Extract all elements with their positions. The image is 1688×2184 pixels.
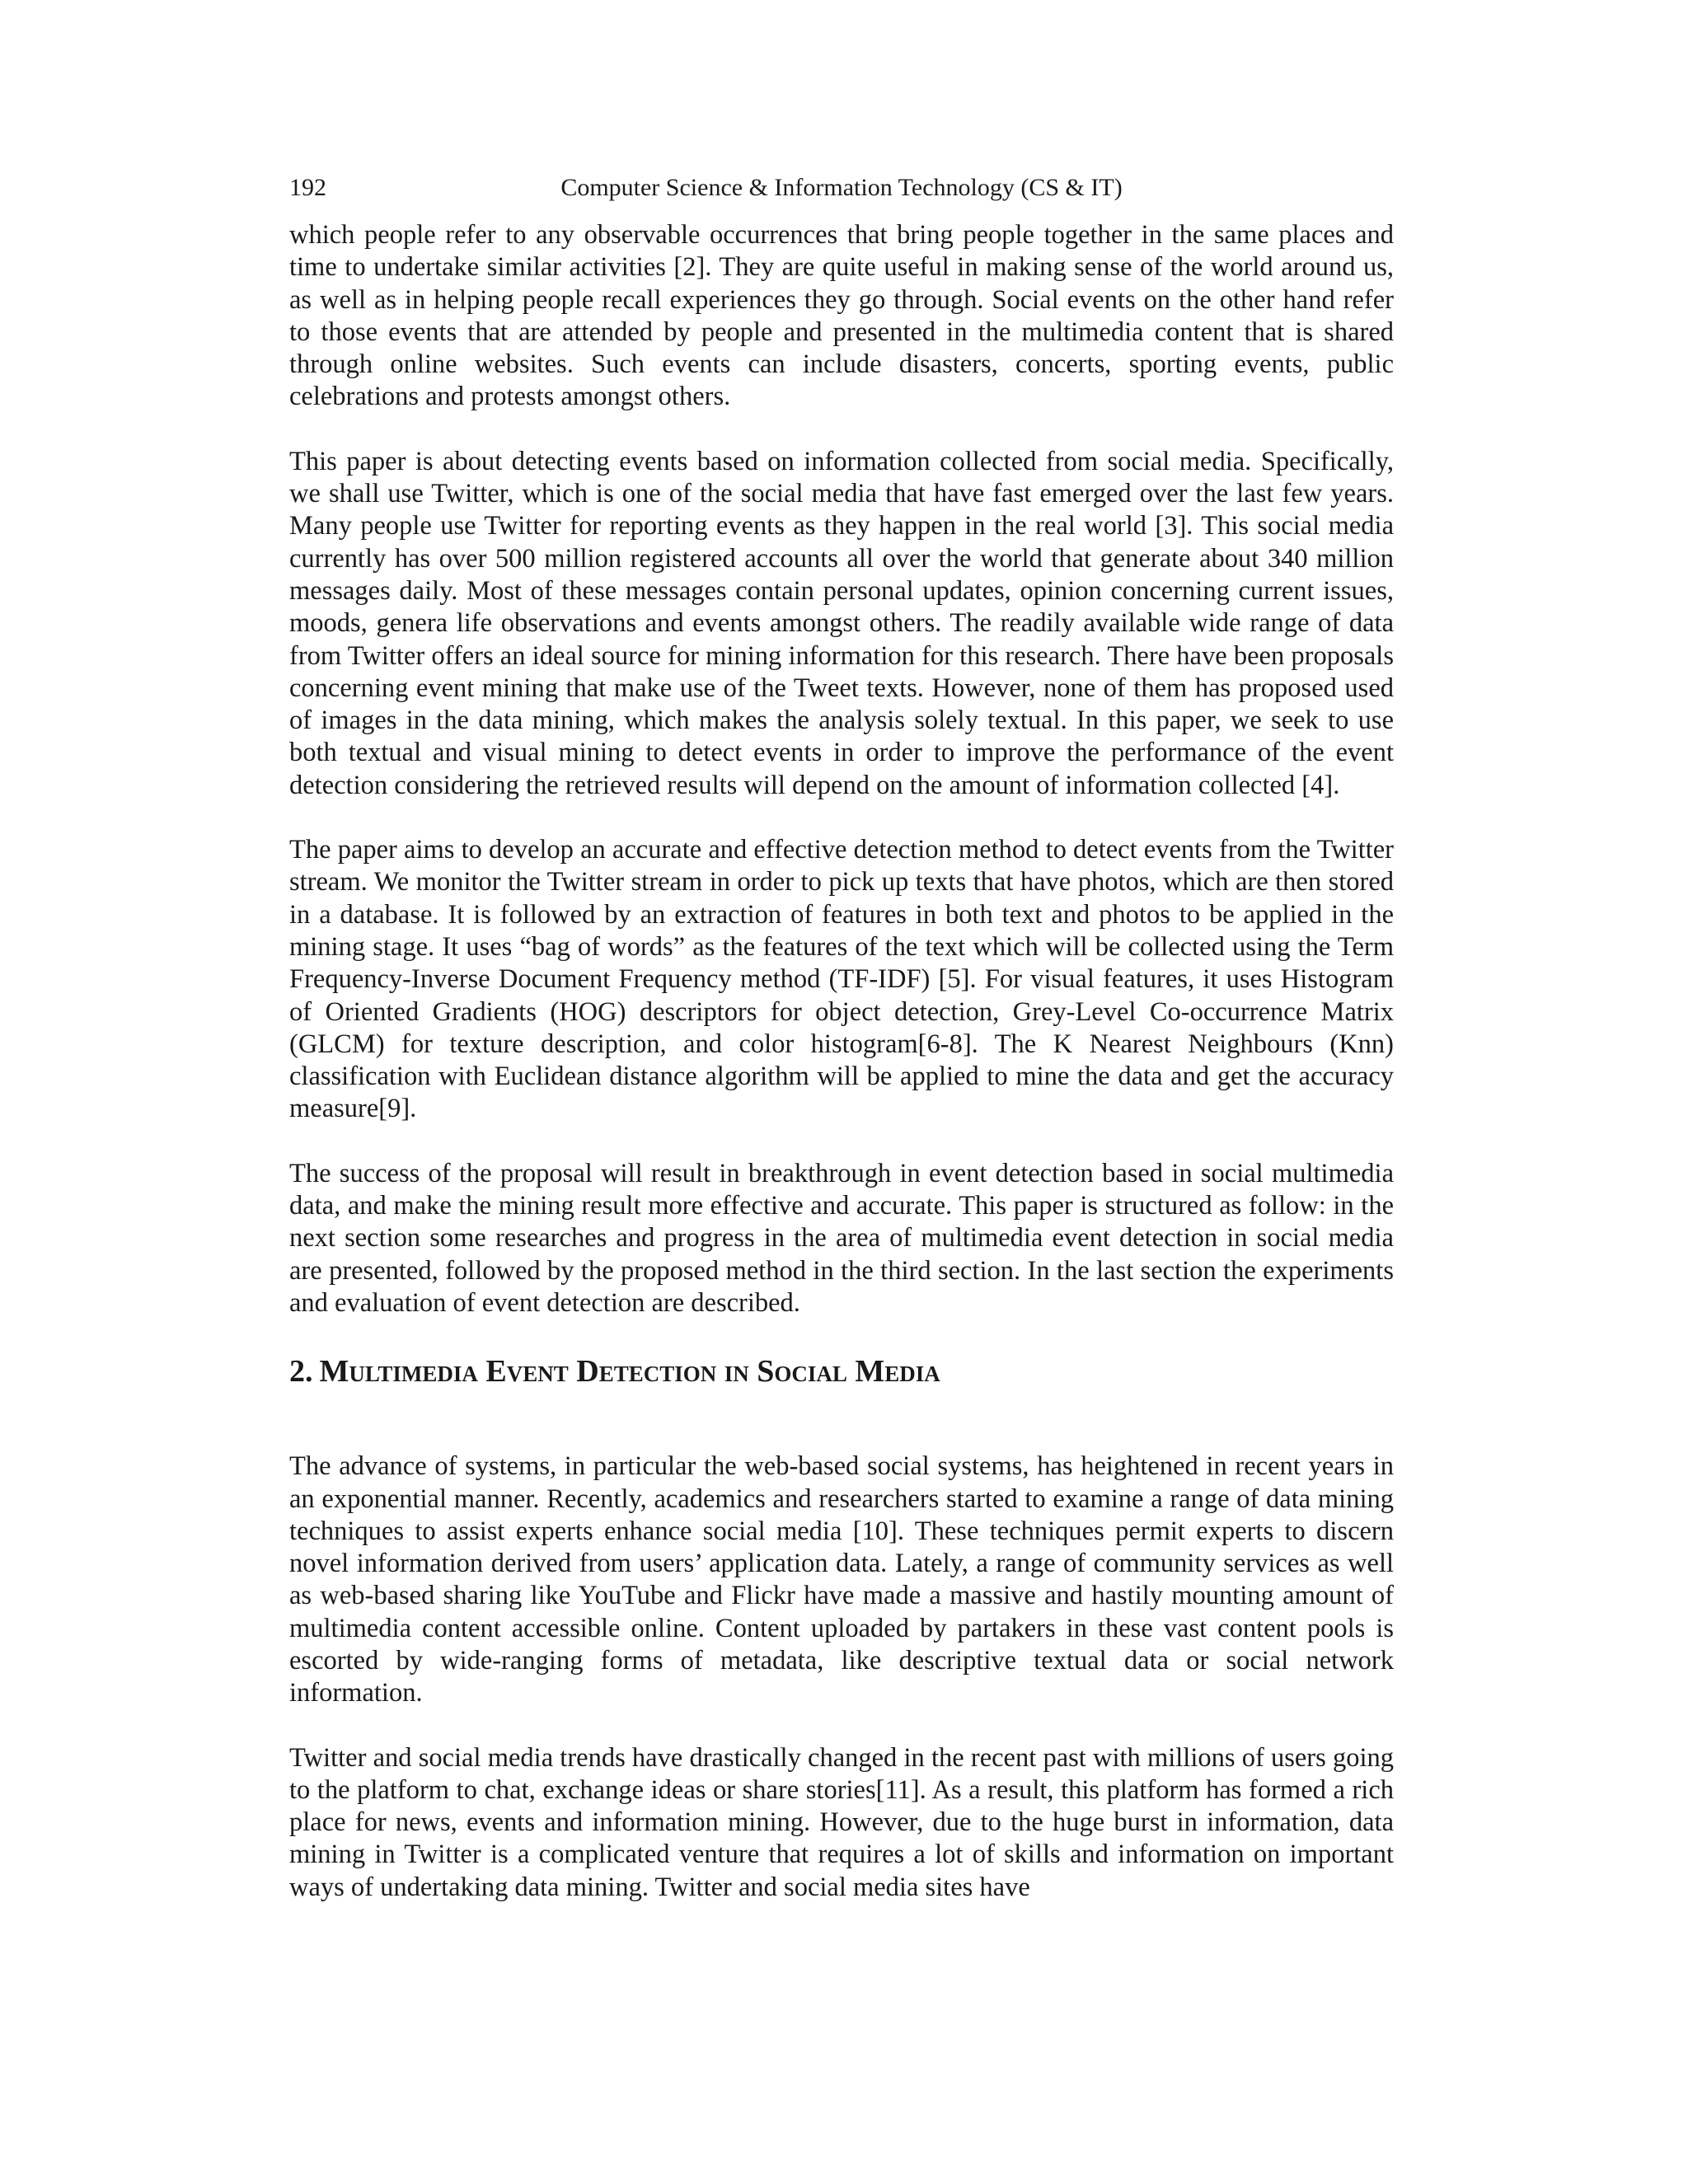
paragraph-paper-about: This paper is about detecting events based on information collected from social media. Specifically, we shall use Twitter, which is one of the social media that have fast emerged over the last few years. Many people use Twitter for reporting events as they happen in the real world [3]. This social media currently has over 500 million registered accounts all over the world that generate about 340 million messages daily. Most of these messages contain personal updates, opinion concerning current issues, moods, genera life observations and events amongst others. The readily available wide range of data from Twitter offers an ideal source for mining information for this research. There have been proposals concerning event mining that make use of the Tweet texts. However, none of them has proposed used of images in the data mining, which makes the analysis solely textual. In this paper, we seek to use both textual and visual mining to detect events in order to improve the performance of the event detection considering the retrieved results will depend on the amount of information collected [4].	[289, 446, 1394, 800]
paragraph-success: The success of the proposal will result in breakthrough in event detection based in social multimedia data, and make the mining result more effective and accurate. This paper is structured as follow: in the next section some researches and progress in the area of multimedia event detection in social media are presented, followed by the proposed method in the third section. In the last section the experiments and evaluation of event detection are described.	[289, 1158, 1394, 1318]
section-2-heading	[289, 1352, 1394, 1391]
paragraph-paper-aims: The paper aims to develop an accurate and effective detection method to detect events from the Twitter stream. We monitor the Twitter stream in order to pick up texts that have photos, which are then stored in a database. It is followed by an extraction of features in both text and photos to be applied in the mining stage. It uses “bag of words” as the features of the text which will be collected using the Term Frequency-Inverse Document Frequency method (TF-IDF) [5]. For visual features, it uses Histogram of Oriented Gradients (HOG) descriptors for object detection, Grey-Level Co-occurrence Matrix (GLCM) for texture description, and color histogram[6-8]. The K Nearest Neighbours (Knn) classification with Euclidean distance algorithm will be applied to mine the data and get the accuracy measure[9].	[289, 835, 1394, 1124]
paragraph-advance-of-systems: The advance of systems, in particular the web-based social systems, has heightened in recent years in an exponential manner. Recently, academics and researchers started to examine a range of data mining techniques to assist experts enhance social media [10]. These techniques permit experts to discern novel information derived from users’ application data. Lately, a range of community services as well as web-based sharing like YouTube and Flickr have made a massive and hastily mounting amount of multimedia content accessible online. Content uploaded by partakers in these vast content pools is escorted by wide-ranging forms of metadata, like descriptive textual data or social network information.	[289, 1451, 1394, 1708]
section-2-title: Multimedia Event Detection in Social Media	[319, 1354, 940, 1390]
section-2-number: 2.	[289, 1354, 313, 1390]
paragraph-intro-continuation: which people refer to any observable occurrences that bring people together in the same places and time to undertake similar activities [2]. They are quite useful in making sense of the world around us, as well as in helping people recall experiences they go through. Social events on the other hand refer to those events that are attended by people and presented in the multimedia content that is shared through online websites. Such events can include disasters, concerts, sporting events, public celebrations and protests amongst others.	[289, 220, 1394, 412]
running-title: Computer Science & Information Technology (CS & IT)	[560, 174, 1123, 201]
page-header	[289, 168, 1394, 208]
paragraph-twitter-trends: Twitter and social media trends have drastically changed in the recent past with millions of users going to the platform to chat, exchange ideas or share stories[11]. As a result, this platform has formed a rich place for news, events and information mining. However, due to the huge burst in information, data mining in Twitter is a complicated venture that requires a lot of skills and information on important ways of undertaking data mining. Twitter and social media sites have	[289, 1742, 1394, 1902]
page-body	[289, 219, 1394, 1936]
page-number: 192	[289, 174, 326, 201]
